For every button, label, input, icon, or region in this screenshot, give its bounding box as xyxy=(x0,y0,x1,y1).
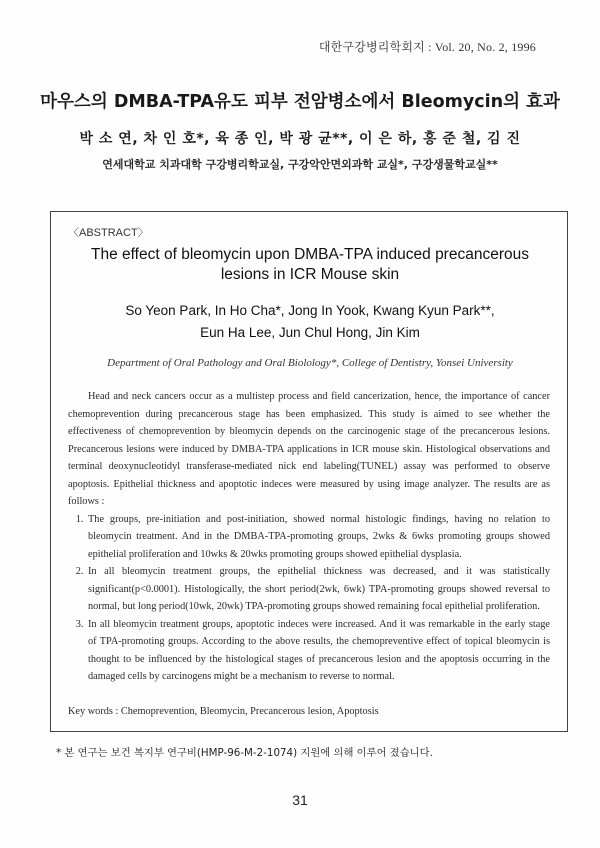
page-number: 31 xyxy=(292,792,308,808)
results-list xyxy=(68,511,550,686)
result-item-3: 3. In all bleomycin treatment groups, apoptotic indeces were increased. And it was remarkable in the early stage of TPA-promoting groups. According to the above results, the chemopreventive effect of topical bleomycin is thought to be influenced by the histological stages of precancerous lesion and the apoptosis occurring in the damaged cells by carcinogens might be a mechanism to reverse to normal. xyxy=(86,616,550,686)
korean-title: 마우스의 DMBA-TPA유도 피부 전암병소에서 Bleomycin의 효과 xyxy=(40,92,560,112)
abstract-label: 〈ABSTRACT〉 xyxy=(68,227,149,239)
result-item-2: 2. In all bleomycin treatment groups, the epithelial thickness was decreased, and it was statistically significant(p<0.0001). Histologically, the short period(2wk, 6wk) TPA-promoting groups showed reversal to normal, but long period(10wk, 20wk) TPA-promoting groups showed remaining focal epithelial proliferation. xyxy=(86,563,550,616)
english-title-line-2: lesions in ICR Mouse skin xyxy=(220,266,400,283)
english-authors-line-2: Eun Ha Lee, Jun Chul Hong, Jin Kim xyxy=(200,325,420,340)
journal-header: 대한구강병리학회지 : Vol. 20, No. 2, 1996 xyxy=(318,40,536,54)
result-item-1: 1. The groups, pre-initiation and post-initiation, showed normal histologic findings, having no relation to bleomycin treatment. And in the DMBA-TPA-promoting groups, 2wks & 6wks promoting groups showed epithelial proliferation and 10wks & 20wks promoting groups showed epithelial dysplasia. xyxy=(86,511,550,564)
english-authors-line-1: So Yeon Park, In Ho Cha*, Jong In Yook, Kwang Kyun Park**, xyxy=(125,303,495,318)
english-title xyxy=(71,245,549,285)
abstract-box xyxy=(50,211,568,732)
keywords: Key words : Chemoprevention, Bleomycin, Precancerous lesion, Apoptosis xyxy=(68,706,379,717)
korean-affiliation: 연세대학교 치과대학 구강병리학교실, 구강악안면외과학 교실*, 구강생물학교실** xyxy=(102,158,498,171)
korean-authors: 박 소 연, 차 인 호*, 육 종 인, 박 광 균**, 이 은 하, 홍 준 철, 김 진 xyxy=(79,131,521,147)
english-authors xyxy=(71,300,549,344)
department: Department of Oral Pathology and Oral Biolology*, College of Dentistry, Yonsei University xyxy=(107,357,513,369)
english-title-line-1: The effect of bleomycin upon DMBA-TPA induced precancerous xyxy=(91,246,529,263)
funding-footnote: * 본 연구는 보건 복지부 연구비(HMP-96-M-2-1074) 지원에 의해 이루어 졌습니다. xyxy=(56,747,433,759)
abstract-intro: Head and neck cancers occur as a multistep process and field cancerization, hence, the importance of cancer chemoprevention during precancerous stage has been emphasized. This study is aimed to see whether the effectiveness of chemoprevention by bleomycin depends on the carcinogenic stage of the precancerous lesions. Precancerous lesions were induced by DMBA-TPA applications in ICR mouse skin. Histological observations and terminal deoxynucleotidyl transferase-mediated nick end labeling(TUNEL) assay was performed to observe apoptosis. Epithelial thickness and apoptotic indeces were measured by using image analyzer. The results are as follows : xyxy=(68,391,550,507)
abstract-body xyxy=(68,388,550,686)
